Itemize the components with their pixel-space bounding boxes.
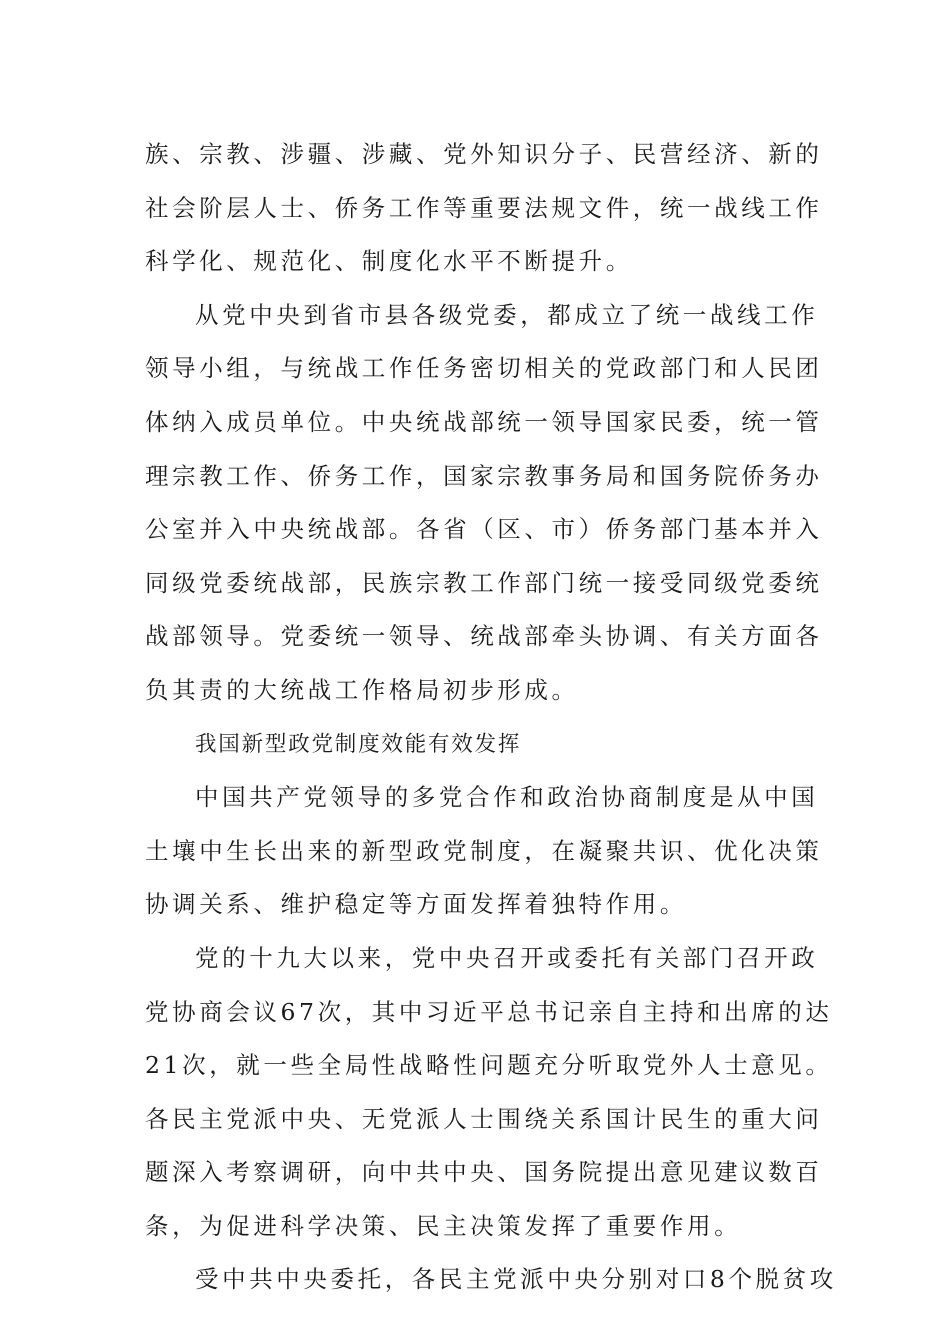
paragraph-line: 21次，就一些全局性战略性问题充分听取党外人士意见。	[145, 1051, 833, 1080]
paragraph-line: 从党中央到省市县各级党委，都成立了统一战线工作	[195, 300, 819, 329]
paragraph-line: 科学化、规范化、制度化水平不断提升。	[145, 247, 633, 276]
paragraph-line: 各民主党派中央、无党派人士围绕关系国计民生的重大问	[145, 1104, 823, 1133]
paragraph-line: 受中共中央委托，各民主党派中央分别对口8个脱贫攻	[195, 1265, 837, 1294]
paragraph-line: 领导小组，与统战工作任务密切相关的党政部门和人民团	[145, 354, 823, 383]
paragraph-line: 公室并入中央统战部。各省（区、市）侨务部门基本并入	[145, 515, 823, 544]
paragraph-line: 体纳入成员单位。中央统战部统一领导国家民委，统一管	[145, 407, 823, 436]
paragraph-line: 同级党委统战部，民族宗教工作部门统一接受同级党委统	[145, 568, 823, 597]
paragraph-line: 族、宗教、涉疆、涉藏、党外知识分子、民营经济、新的	[145, 140, 823, 168]
paragraph-line: 理宗教工作、侨务工作，国家宗教事务局和国务院侨务办	[145, 461, 823, 490]
paragraph-line: 题深入考察调研，向中共中央、国务院提出意见建议数百	[145, 1158, 823, 1187]
paragraph-line: 土壤中生长出来的新型政党制度，在凝聚共识、优化决策	[145, 836, 823, 865]
paragraph-line: 负其责的大统战工作格局初步形成。	[145, 675, 579, 704]
paragraph-line: 协调关系、维护稳定等方面发挥着独特作用。	[145, 890, 687, 919]
paragraph-line: 社会阶层人士、侨务工作等重要法规文件，统一战线工作	[145, 193, 823, 222]
paragraph-line: 党协商会议67次，其中习近平总书记亲自主持和出席的达	[145, 997, 833, 1026]
paragraph-line: 中国共产党领导的多党合作和政治协商制度是从中国	[195, 783, 819, 812]
section-heading: 我国新型政党制度效能有效发挥	[195, 731, 522, 757]
paragraph-line: 条，为促进科学决策、民主决策发挥了重要作用。	[145, 1211, 742, 1240]
document-body	[145, 128, 837, 1307]
paragraph-line: 党的十九大以来，党中央召开或委托有关部门召开政	[195, 943, 819, 972]
paragraph-line: 战部领导。党委统一领导、统战部牵头协调、有关方面各	[145, 622, 823, 651]
